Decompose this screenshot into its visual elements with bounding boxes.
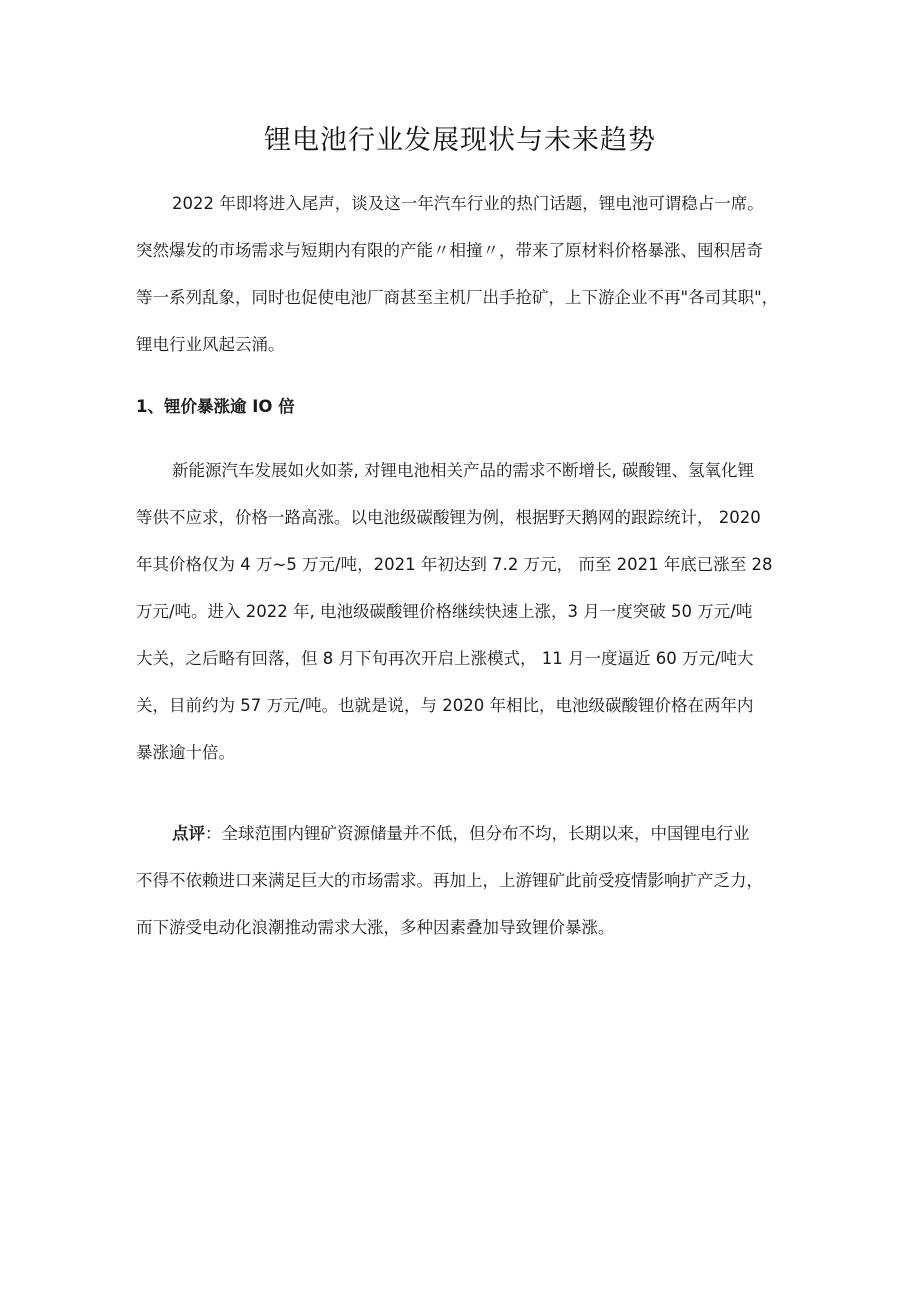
paragraph-line: 2022 年即将进入尾声，谈及这一年汽车行业的热门话题，锂电池可谓稳占一席。 <box>172 194 764 213</box>
comment-paragraph <box>136 810 796 951</box>
paragraph-line: 不得不依赖进口来满足巨大的市场需求。再加上，上游锂矿此前受疫情影响扩产乏力， <box>136 871 763 890</box>
paragraph-line: 新能源汽车发展如火如荼, 对锂电池相关产品的需求不断增长, 碳酸锂、氢氧化锂 <box>172 461 754 480</box>
comment-label: 点评 <box>172 824 205 843</box>
paragraph-line: 锂电行业风起云涌。 <box>136 335 285 354</box>
section-heading: 1、锂价暴涨逾 IO 倍 <box>136 397 295 416</box>
paragraph-line: 暴涨逾十倍。 <box>136 743 235 762</box>
paragraph-line: 而下游受电动化浪潮推动需求大涨，多种因素叠加导致锂价暴涨。 <box>136 918 615 937</box>
paragraph-line: 大关，之后略有回落，但 8 月下旬再次开启上涨模式， 11 月一度逼近 60 万元/吨大 <box>136 649 754 668</box>
paragraph-line: 万元/吨。进入 2022 年, 电池级碳酸锂价格继续快速上涨，3 月一度突破 50 万元/吨 <box>136 602 753 621</box>
paragraph-line: 等一系列乱象，同时也促使电池厂商甚至主机厂出手抢矿，上下游企业不再"各司其职"， <box>136 288 779 307</box>
intro-paragraph <box>136 180 796 368</box>
paragraph-line: 等供不应求，价格一路高涨。以电池级碳酸锂为例，根据野天鹅网的跟踪统计， 2020 <box>136 508 761 527</box>
comment-first-line: ：全球范围内锂矿资源储量并不低，但分布不均，长期以来，中国锂电行业 <box>205 824 750 843</box>
paragraph-line: 年其价格仅为 4 万~5 万元/吨，2021 年初达到 7.2 万元， 而至 2021 年底已涨至 28 <box>136 555 773 574</box>
paragraph-line: 突然爆发的市场需求与短期内有限的产能〃相撞〃，带来了原材料价格暴涨、囤积居奇 <box>136 241 763 260</box>
paragraph-line <box>136 810 796 857</box>
section1-paragraph <box>136 447 796 776</box>
document-title: 锂电池行业发展现状与未来趋势 <box>264 125 656 156</box>
paragraph-line: 关，目前约为 57 万元/吨。也就是说，与 2020 年相比，电池级碳酸锂价格在两年内 <box>136 696 754 715</box>
